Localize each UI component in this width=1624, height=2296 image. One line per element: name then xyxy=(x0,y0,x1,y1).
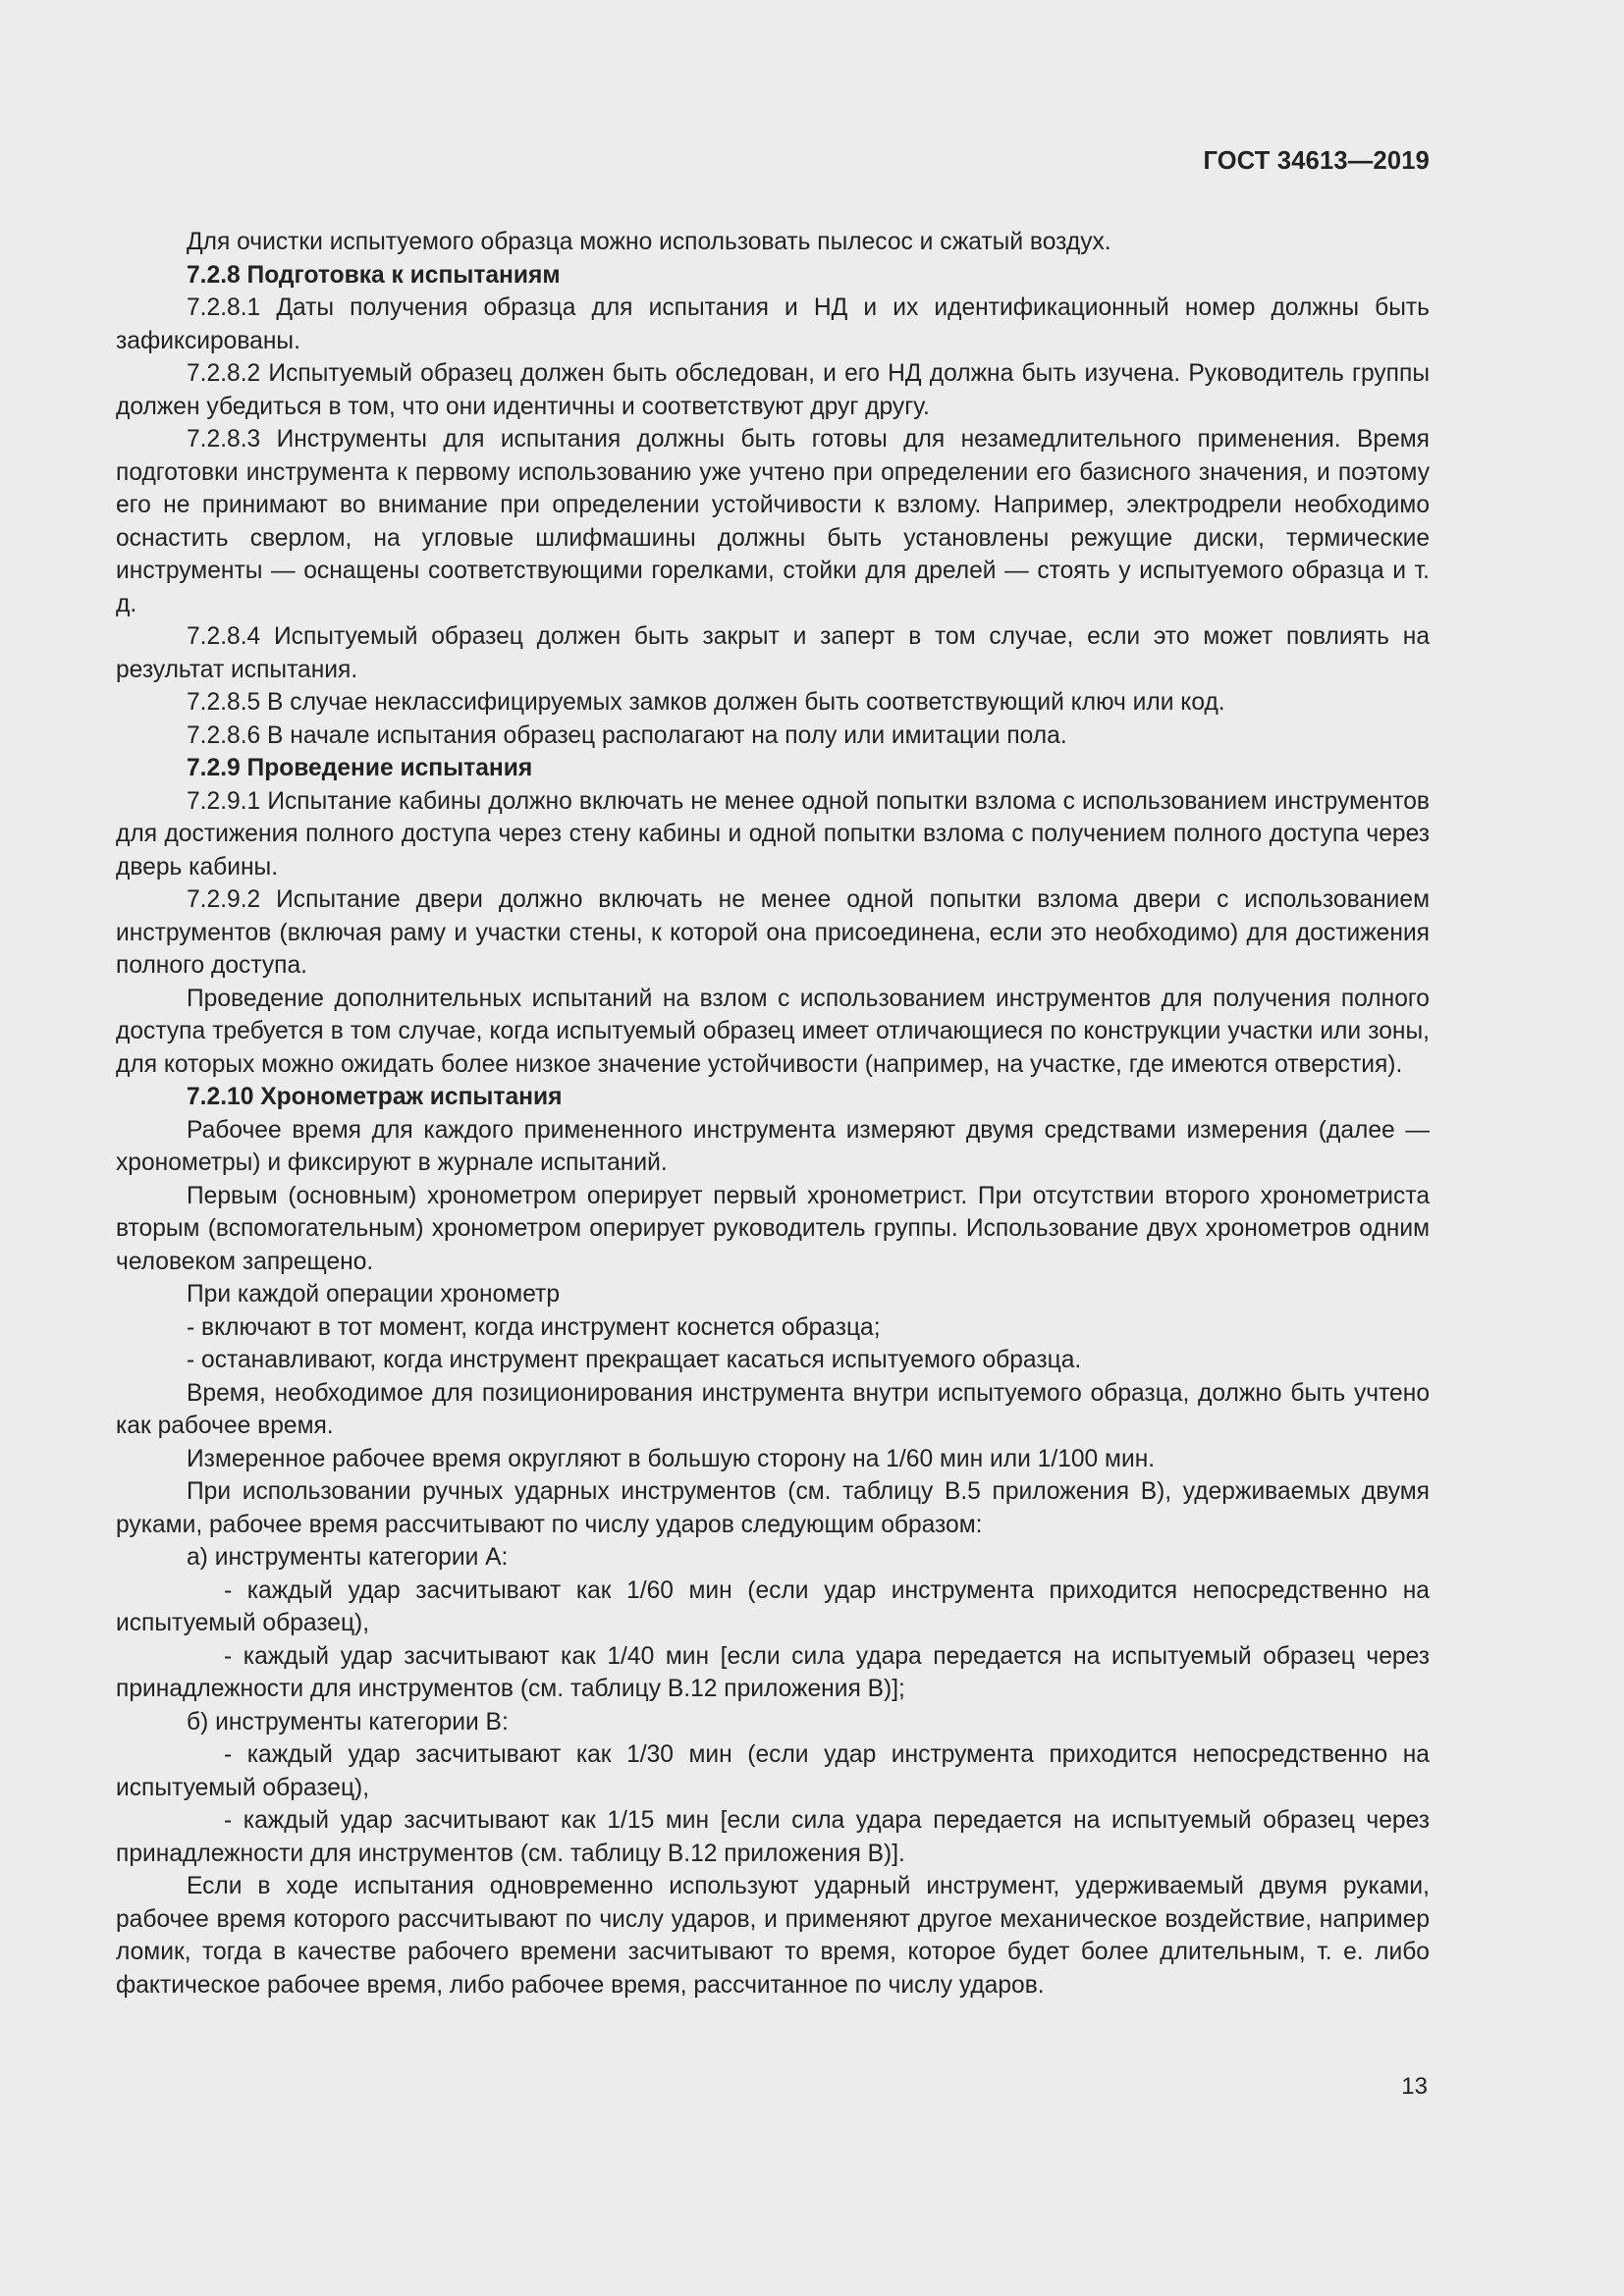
paragraph: Первым (основным) хронометром оперирует первый хронометрист. При отсутствии второго хронометриста вторым (вспомогательным) хронометром оперирует руководитель группы. Использование двух хронометров одним человеком запрещено. xyxy=(116,1182,1430,1275)
list-item: - включают в тот момент, когда инструмент коснется образца; xyxy=(187,1313,881,1341)
paragraph: Проведение дополнительных испытаний на взлом с использованием инструментов для получения полного доступа требуется в том случае, когда испытуемый образец имеет отличающиеся по конструкции участки или зоны, для которых можно ожидать более низкое значение устойчивости (например, на участке, где имеются отверстия). xyxy=(116,985,1430,1078)
page-number: 13 xyxy=(1401,2073,1428,2100)
list-item: а) инструменты категории А: xyxy=(187,1544,509,1571)
list-item: - каждый удар засчитывают как 1/30 мин (если удар инструмента приходится непосредственно на испытуемый образец), xyxy=(116,1741,1430,1801)
list-item: - каждый удар засчитывают как 1/15 мин [если сила удара передается на испытуемый образец через принадлежности для инструментов (см. таблицу В.12 приложения В)]. xyxy=(116,1807,1430,1867)
section-heading: 7.2.10 Хронометраж испытания xyxy=(187,1084,563,1110)
section-heading: 7.2.9 Проведение испытания xyxy=(187,755,533,781)
list-item: - каждый удар засчитывают как 1/60 мин (если удар инструмента приходится непосредственно на испытуемый образец), xyxy=(116,1576,1430,1636)
list-item: б) инструменты категории В: xyxy=(187,1708,509,1735)
document-body xyxy=(116,226,1430,2002)
paragraph: 7.2.8.2 Испытуемый образец должен быть обследован, и его НД должна быть изучена. Руководитель группы должен убедиться в том, что они идентичны и соответствуют друг другу. xyxy=(116,360,1430,420)
paragraph: 7.2.8.5 В случае неклассифицируемых замков должен быть соответствующий ключ или код. xyxy=(187,689,1225,716)
paragraph: 7.2.9.1 Испытание кабины должно включать не менее одной попытки взлома с использованием инструментов для достижения полного доступа через стену кабины и одной попытки взлома с получением полного доступа через дверь кабины. xyxy=(116,787,1430,881)
document-header: ГОСТ 34613—2019 xyxy=(1203,147,1430,175)
paragraph: Если в ходе испытания одновременно используют ударный инструмент, удерживаемый двумя руками, рабочее время которого рассчитывают по числу ударов, и применяют другое механическое воздействие, например ломик, тогда в качестве рабочего времени засчитывают то время, которое будет более длительным, т. е. либо фактическое рабочее время, либо рабочее время, рассчитанное по числу ударов. xyxy=(116,1873,1430,1999)
paragraph: При каждой операции хронометр xyxy=(187,1281,561,1308)
paragraph: 7.2.8.3 Инструменты для испытания должны быть готовы для незамедлительного применения. Время подготовки инструмента к первому использованию уже учтено при определении его базисного значения, и поэтому его не принимают во внимание при определении устойчивости к взлому. Например, электродрели необходимо оснастить сверлом, на угловые шлифмашины должны быть установлены режущие диски, термические инструменты — оснащены соответствующими горелками, стойки для дрелей — стоять у испытуемого образца и т. д. xyxy=(116,426,1430,617)
paragraph: Для очистки испытуемого образца можно использовать пылесос и сжатый воздух. xyxy=(187,229,1111,255)
paragraph: Рабочее время для каждого примененного инструмента измеряют двумя средствами измерения (далее — хронометры) и фиксируют в журнале испытаний. xyxy=(116,1116,1430,1176)
list-item: - каждый удар засчитывают как 1/40 мин [если сила удара передается на испытуемый образец через принадлежности для инструментов (см. таблицу В.12 приложения В)]; xyxy=(116,1642,1430,1702)
section-heading: 7.2.8 Подготовка к испытаниям xyxy=(187,261,561,289)
paragraph: 7.2.8.6 В начале испытания образец располагают на полу или имитации пола. xyxy=(187,721,1067,749)
paragraph: 7.2.9.2 Испытание двери должно включать не менее одной попытки взлома двери с использованием инструментов (включая раму и участки стены, к которой она присоединена, если это необходимо) для достижения полного доступа. xyxy=(116,886,1430,979)
paragraph: При использовании ручных ударных инструментов (см. таблицу В.5 приложения В), удерживаемых двумя руками, рабочее время рассчитывают по числу ударов следующим образом: xyxy=(116,1478,1430,1538)
paragraph: Время, необходимое для позиционирования инструмента внутри испытуемого образца, должно быть учтено как рабочее время. xyxy=(116,1379,1430,1439)
paragraph: 7.2.8.4 Испытуемый образец должен быть закрыт и заперт в том случае, если это может повлиять на результат испытания. xyxy=(116,623,1430,683)
paragraph: 7.2.8.1 Даты получения образца для испытания и НД и их идентификационный номер должны быть зафиксированы. xyxy=(116,294,1430,354)
list-item: - останавливают, когда инструмент прекращает касаться испытуемого образца. xyxy=(187,1347,1082,1373)
paragraph: Измеренное рабочее время округляют в большую сторону на 1/60 мин или 1/100 мин. xyxy=(187,1445,1156,1472)
